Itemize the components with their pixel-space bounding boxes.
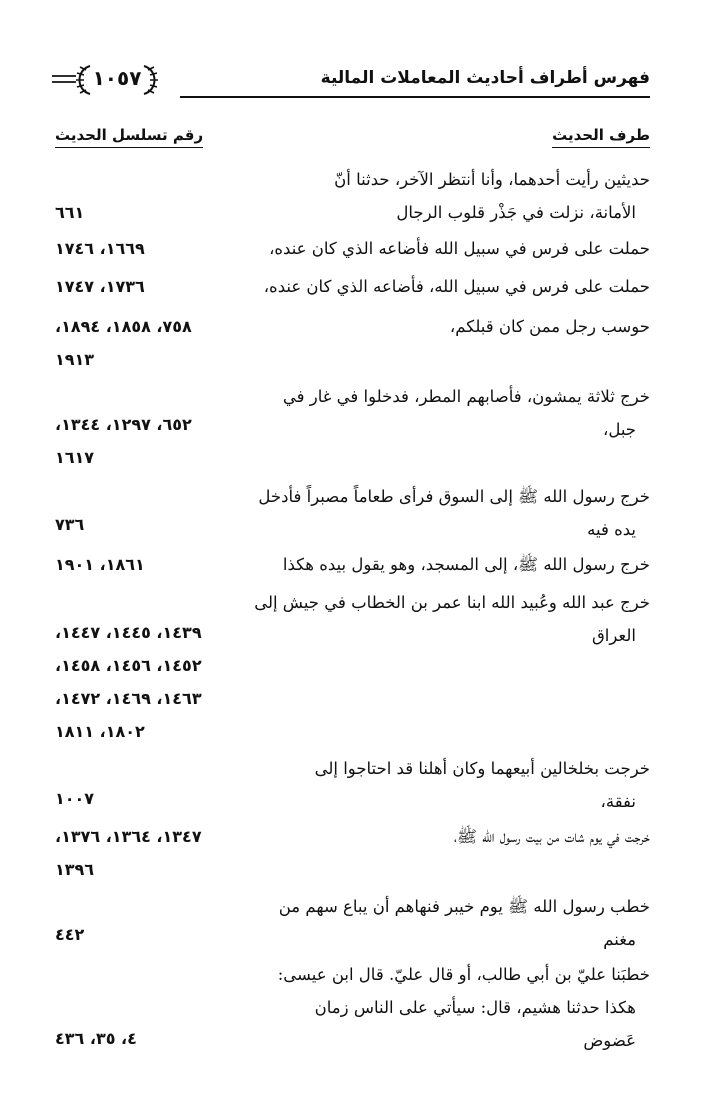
entry-line: مغنم bbox=[603, 930, 636, 949]
entry-line: حوسب رجل ممن كان قبلكم، bbox=[449, 317, 650, 336]
entry-text bbox=[254, 586, 650, 652]
entry-numbers bbox=[55, 782, 94, 815]
number-line: ١٧٣٦، ١٧٤٧ bbox=[55, 277, 145, 296]
entry-numbers bbox=[55, 508, 84, 541]
entry-line: خرجت في يوم شات من بيت رسول الله ﷺ، bbox=[453, 827, 650, 846]
number-line: ١٦١٧ bbox=[55, 448, 95, 467]
entry-numbers bbox=[55, 918, 84, 951]
entry-numbers bbox=[55, 270, 145, 303]
number-line: ١٦٦٩، ١٧٤٦ bbox=[55, 239, 145, 258]
entry-text bbox=[283, 548, 650, 581]
entry-text bbox=[454, 820, 650, 853]
page-number: ١٠٥٧ bbox=[92, 66, 142, 90]
entry-line: جبل، bbox=[603, 420, 636, 439]
entry-line: العراق bbox=[591, 626, 636, 645]
number-line: ٧٥٨، ١٨٥٨، ١٨٩٤، bbox=[55, 317, 192, 336]
number-line: ١٣٤٧، ١٣٦٤، ١٣٧٦، bbox=[55, 827, 202, 846]
entry-line: حديثين رأيت أحدهما، وأنا أنتظر الآخر، حدثنا أنّ bbox=[334, 170, 650, 189]
entry-numbers bbox=[55, 310, 192, 376]
number-line: ١٠٠٧ bbox=[55, 789, 95, 808]
entry-numbers bbox=[55, 548, 145, 581]
number-line: ١٤٣٩، ١٤٤٥، ١٤٤٧، bbox=[55, 623, 202, 642]
number-line: ٦٦١ bbox=[55, 203, 85, 222]
number-line: ١٣٩٦ bbox=[55, 860, 95, 879]
number-line: ١٨٠٢، ١٨١١ bbox=[55, 722, 145, 741]
entry-text bbox=[258, 480, 650, 546]
entry-text bbox=[264, 270, 650, 303]
entry-line: يده فيه bbox=[587, 520, 636, 539]
number-line: ١٤٦٣، ١٤٦٩، ١٤٧٢، bbox=[55, 689, 202, 708]
entry-text bbox=[279, 890, 650, 956]
entry-text bbox=[269, 232, 650, 265]
entry-text bbox=[334, 163, 650, 229]
number-line: ٦٥٢، ١٢٩٧، ١٣٤٤، bbox=[55, 415, 192, 434]
page-number-ornament bbox=[50, 62, 180, 98]
number-line: ١٨٦١، ١٩٠١ bbox=[55, 555, 145, 574]
entry-numbers bbox=[55, 820, 202, 886]
entry-numbers bbox=[55, 1022, 137, 1055]
header-divider bbox=[180, 96, 650, 98]
entry-line: حملت على فرس في سبيل الله، فأضاعه الذي كان عنده، bbox=[263, 277, 650, 296]
entry-line: خرج رسول الله ﷺ إلى السوق فرأى طعاماً مصبراً فأدخل bbox=[258, 487, 650, 506]
entry-line: حملت على فرس في سبيل الله فأضاعه الذي كان عنده، bbox=[269, 239, 650, 258]
number-line: ٧٣٦ bbox=[55, 515, 85, 534]
number-line: ٤٤٢ bbox=[55, 925, 85, 944]
running-title: فهرس أطراف أحاديث المعاملات المالية bbox=[320, 68, 650, 88]
entry-line: الأمانة، نزلت في جَذْر قلوب الرجال bbox=[396, 203, 636, 222]
entry-numbers bbox=[55, 408, 192, 474]
column-heading-sequence-number: رقم تسلسل الحديث bbox=[55, 126, 203, 148]
entry-numbers bbox=[55, 232, 145, 265]
column-heading-hadith-start: طرف الحديث bbox=[552, 126, 650, 148]
entry-numbers bbox=[55, 196, 84, 229]
number-line: ٤، ٣٥، ٤٣٦ bbox=[55, 1029, 137, 1048]
entry-line: خرج ثلاثة يمشون، فأصابهم المطر، فدخلوا في غار في bbox=[282, 387, 650, 406]
entry-text bbox=[278, 958, 650, 1057]
entry-line: خرجت بخلخالين أبيعهما وكان أهلنا قد احتاجوا إلى bbox=[314, 759, 650, 778]
entry-line: خرج رسول الله ﷺ، إلى المسجد، وهو يقول بيده هكذا bbox=[282, 555, 650, 574]
page-header bbox=[50, 60, 650, 108]
entry-numbers bbox=[55, 616, 202, 748]
entry-text bbox=[283, 380, 650, 446]
entry-line: عَضوض bbox=[583, 1031, 636, 1050]
number-line: ١٩١٣ bbox=[55, 350, 95, 369]
entry-line: خطبَنا عليّ بن أبي طالب، أو قال عليّ. قال ابن عيسى: bbox=[277, 965, 650, 984]
number-line: ١٤٥٢، ١٤٥٦، ١٤٥٨، bbox=[55, 656, 202, 675]
entry-text bbox=[450, 310, 650, 343]
entry-line: خطب رسول الله ﷺ يوم خيبر فنهاهم أن يباع سهم من bbox=[278, 897, 650, 916]
entry-line: نفقة، bbox=[600, 792, 636, 811]
entry-text bbox=[315, 752, 650, 818]
entry-line: خرج عبد الله وعُبيد الله ابنا عمر بن الخطاب في جيش إلى bbox=[254, 593, 650, 612]
entry-line: هكذا حدثنا هشيم، قال: سيأتي على الناس زمان bbox=[314, 998, 636, 1017]
